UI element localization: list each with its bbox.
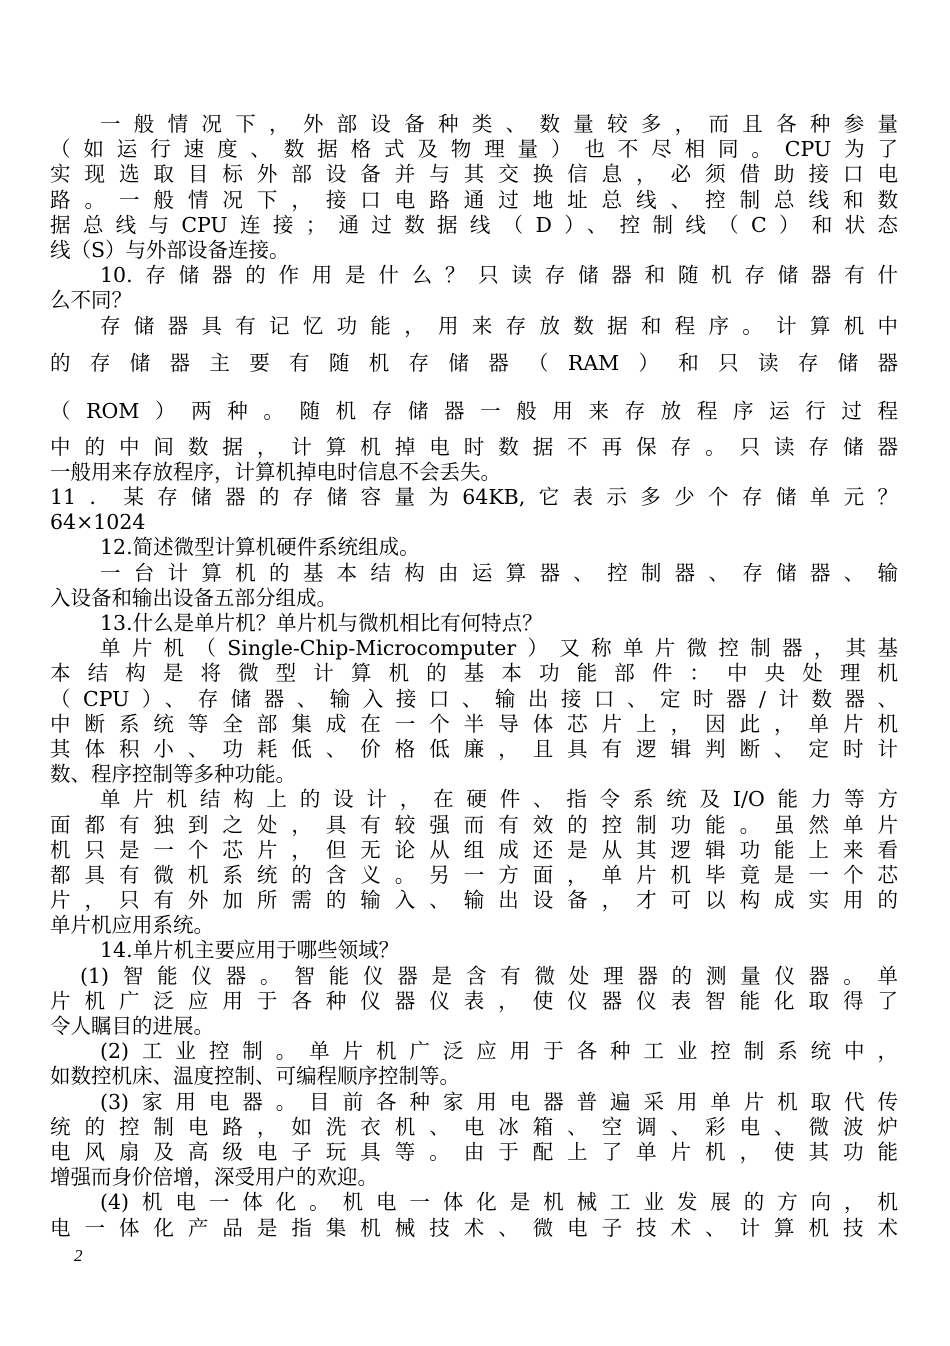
text-line: 单片机结构上的设计，在硬件、指令系统及I/O能力等方 [100, 787, 898, 812]
text-line: 入设备和输出设备五部分组成。 [50, 585, 337, 610]
text-line: 数、程序控制等多种功能。 [50, 762, 296, 787]
text-line: 增强而身价倍增，深受用户的欢迎。 [50, 1165, 378, 1190]
document-body [50, 112, 898, 1241]
text-line: 单片机（Single-Chip-Microcomputer）又称单片微控制器，其基 [100, 636, 898, 661]
text-line: 据总线与CPU连接；通过数据线（D）、控制线（C）和状态 [50, 212, 898, 237]
text-line: 一台计算机的基本结构由运算器、控制器、存储器、输 [100, 560, 898, 585]
text-line: (1)智能仪器。智能仪器是含有微处理器的测量仪器。单 [80, 963, 898, 988]
text-line: 实现选取目标外部设备并与其交换信息，必须借助接口电 [50, 162, 898, 187]
text-line: 都具有微机系统的含义。另一方面，单片机毕竟是一个芯 [50, 862, 898, 887]
text-line: 电一体化产品是指集机械技术、微电子技术、计算机技术 [50, 1215, 898, 1240]
text-line: 片，只有外加所需的输入、输出设备，才可以构成实用的 [50, 888, 898, 913]
page-number: 2 [74, 1246, 83, 1265]
text-line: 中断系统等全部集成在一个半导体芯片上，因此，单片机 [50, 711, 898, 736]
text-line: 令人瞩目的进展。 [50, 1014, 214, 1038]
text-line: (3)家用电器。目前各种家用电器普遍采用单片机取代传 [100, 1089, 898, 1114]
question-heading: 11．某存储器的存储容量为64KB,它表示多少个存储单元？ [50, 485, 898, 510]
question-heading: 么不同？ [50, 288, 132, 313]
text-line: （如运行速度、数据格式及物理量）也不尽相同。CPU为了 [50, 137, 898, 162]
text-line: (2)工业控制。单片机广泛应用于各种工业控制系统中， [100, 1039, 898, 1064]
text-line: 如数控机床、温度控制、可编程顺序控制等。 [50, 1064, 460, 1089]
text-line: 的存储器主要有随机存储器（RAM）和只读存储器 [50, 350, 898, 375]
text-line: 64×1024 [50, 510, 146, 535]
text-line: 存储器具有记忆功能，用来存放数据和程序。计算机中 [100, 313, 898, 338]
text-line: 单片机应用系统。 [50, 913, 214, 938]
question-heading: 14.单片机主要应用于哪些领域？ [100, 938, 400, 963]
text-line: 机只是一个芯片，但无论从组成还是从其逻辑功能上来看 [50, 837, 898, 862]
text-line: 片机广泛应用于各种仪器仪表，使仪器仪表智能化取得了 [50, 988, 898, 1013]
text-line: （ROM）两种。随机存储器一般用来存放程序运行过程 [50, 398, 898, 423]
text-line: 统的控制电路，如洗衣机、电冰箱、空调、彩电、微波炉 [50, 1114, 898, 1139]
text-line: 一般用来存放程序，计算机掉电时信息不会丢失。 [50, 459, 501, 484]
text-line: （CPU）、存储器、输入接口、输出接口、定时器/计数器、 [50, 686, 898, 711]
text-line: 本结构是将微型计算机的基本功能部件：中央处理机 [50, 661, 898, 686]
question-heading: 10.存储器的作用是什么？只读存储器和随机存储器有什 [100, 263, 898, 288]
text-line: 路。一般情况下，接口电路通过地址总线、控制总线和数 [50, 187, 898, 212]
text-line: 面都有独到之处，具有较强而有效的控制功能。虽然单片 [50, 812, 898, 837]
text-line: 电风扇及高级电子玩具等。由于配上了单片机，使其功能 [50, 1139, 898, 1164]
text-line: 一般情况下，外部设备种类、数量较多，而且各种参量 [100, 112, 898, 136]
text-line: (4)机电一体化。机电一体化是机械工业发展的方向，机 [100, 1190, 898, 1215]
text-line: 其体积小、功耗低、价格低廉，且具有逻辑判断、定时计 [50, 736, 898, 761]
text-line: 线（S）与外部设备连接。 [50, 237, 290, 262]
question-heading: 12.简述微型计算机硬件系统组成。 [100, 535, 420, 560]
question-heading: 13.什么是单片机？单片机与微机相比有何特点？ [100, 611, 543, 635]
text-line: 中的中间数据，计算机掉电时数据不再保存。只读存储器 [50, 434, 898, 459]
